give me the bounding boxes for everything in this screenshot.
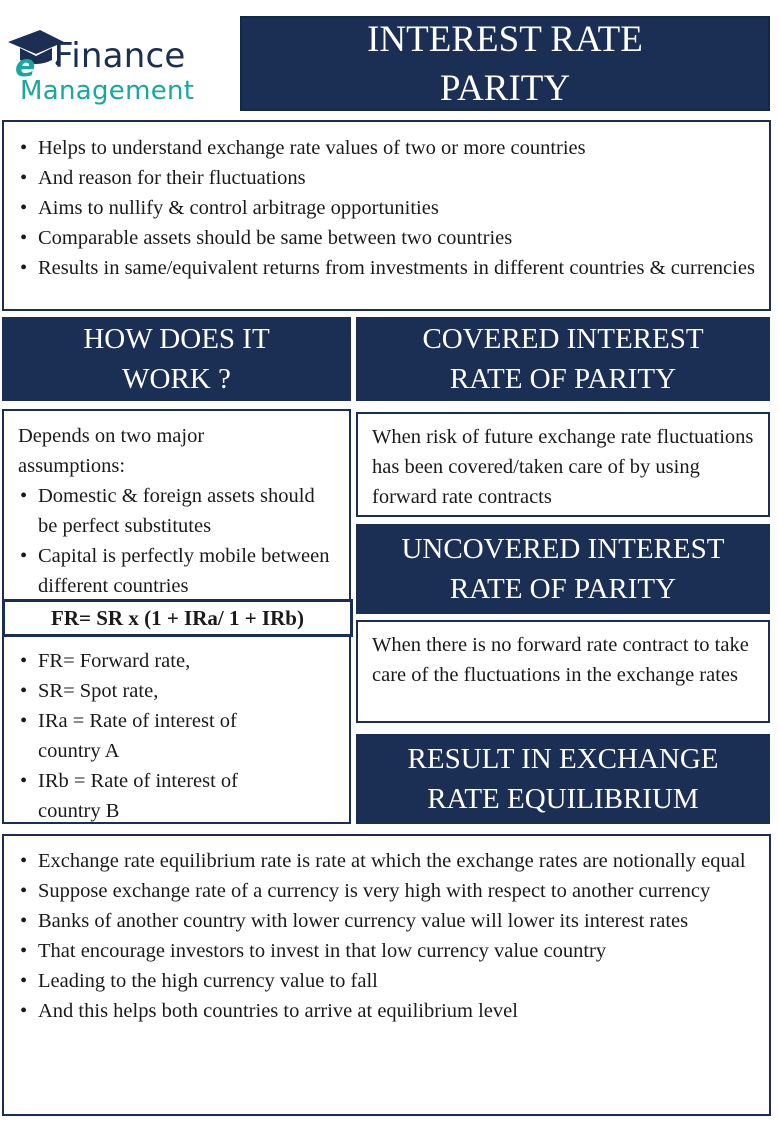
list-item: • Helps to understand exchange rate values of two or more countries (16, 133, 755, 163)
page-title (240, 16, 770, 111)
covered-text: When risk of future exchange rate fluctuations has been covered/taken care of by using forward rate contracts (372, 426, 754, 508)
result-panel (2, 834, 771, 1116)
uncovered-panel (356, 620, 770, 723)
list-item: • IRb = Rate of interest of country B (16, 766, 286, 826)
covered-heading-line1: COVERED INTEREST (422, 323, 704, 355)
list-item: • Comparable assets should be same between two countries (16, 223, 755, 253)
covered-panel (356, 412, 770, 517)
result-heading-line1: RESULT IN EXCHANGE (407, 743, 719, 775)
uncovered-heading-line1: UNCOVERED INTEREST (401, 533, 725, 565)
list-item: • Banks of another country with lower currency value will lower its interest rates (16, 906, 755, 936)
logo-wordmark-management: Management (20, 76, 195, 106)
list-item: • Results in same/equivalent returns from investments in different countries & currencies (16, 253, 755, 283)
list-item: • Aims to nullify & control arbitrage opportunities (16, 193, 755, 223)
assumptions-list (16, 481, 339, 601)
intro-list (16, 133, 755, 283)
result-heading (356, 734, 770, 824)
list-item: • Domestic & foreign assets should be perfect substitutes (16, 481, 339, 541)
uncovered-text: When there is no forward rate contract to take care of the fluctuations in the exchange rates (372, 634, 749, 686)
page-title-line2: PARITY (439, 67, 571, 109)
list-item: • FR= Forward rate, (16, 646, 286, 676)
how-it-works-heading-line2: WORK ? (122, 363, 231, 395)
page-title-line1: INTEREST RATE (367, 18, 643, 60)
svg-text:e: e (15, 49, 36, 78)
covered-heading (356, 317, 770, 401)
formula-legend-list (16, 646, 286, 826)
result-list (16, 846, 755, 1026)
how-it-works-heading (2, 317, 351, 401)
result-heading-line2: RATE EQUILIBRIUM (427, 783, 699, 815)
assumptions-lead: Depends on two major assumptions: (18, 425, 205, 477)
how-it-works-heading-line1: HOW DOES IT (83, 323, 270, 355)
list-item: • SR= Spot rate, (16, 676, 286, 706)
covered-heading-line2: RATE OF PARITY (449, 363, 677, 395)
irp-formula: FR= SR x (1 + IRa/ 1 + IRb) (2, 599, 353, 637)
intro-panel (2, 120, 771, 311)
list-item: • And this helps both countries to arrive at equilibrium level (16, 996, 755, 1026)
list-item: • And reason for their fluctuations (16, 163, 755, 193)
list-item: • Leading to the high currency value to fall (16, 966, 755, 996)
uncovered-heading (356, 524, 770, 614)
efinance-logo (6, 16, 232, 110)
uncovered-heading-line2: RATE OF PARITY (449, 573, 677, 605)
list-item: • Capital is perfectly mobile between different countries (16, 541, 339, 601)
list-item: • Suppose exchange rate of a currency is very high with respect to another currency (16, 876, 755, 906)
list-item: • That encourage investors to invest in that low currency value country (16, 936, 755, 966)
logo-wordmark-finance: Finance (54, 36, 186, 76)
list-item: • Exchange rate equilibrium rate is rate at which the exchange rates are notionally equal (16, 846, 755, 876)
list-item: • IRa = Rate of interest of country A (16, 706, 286, 766)
